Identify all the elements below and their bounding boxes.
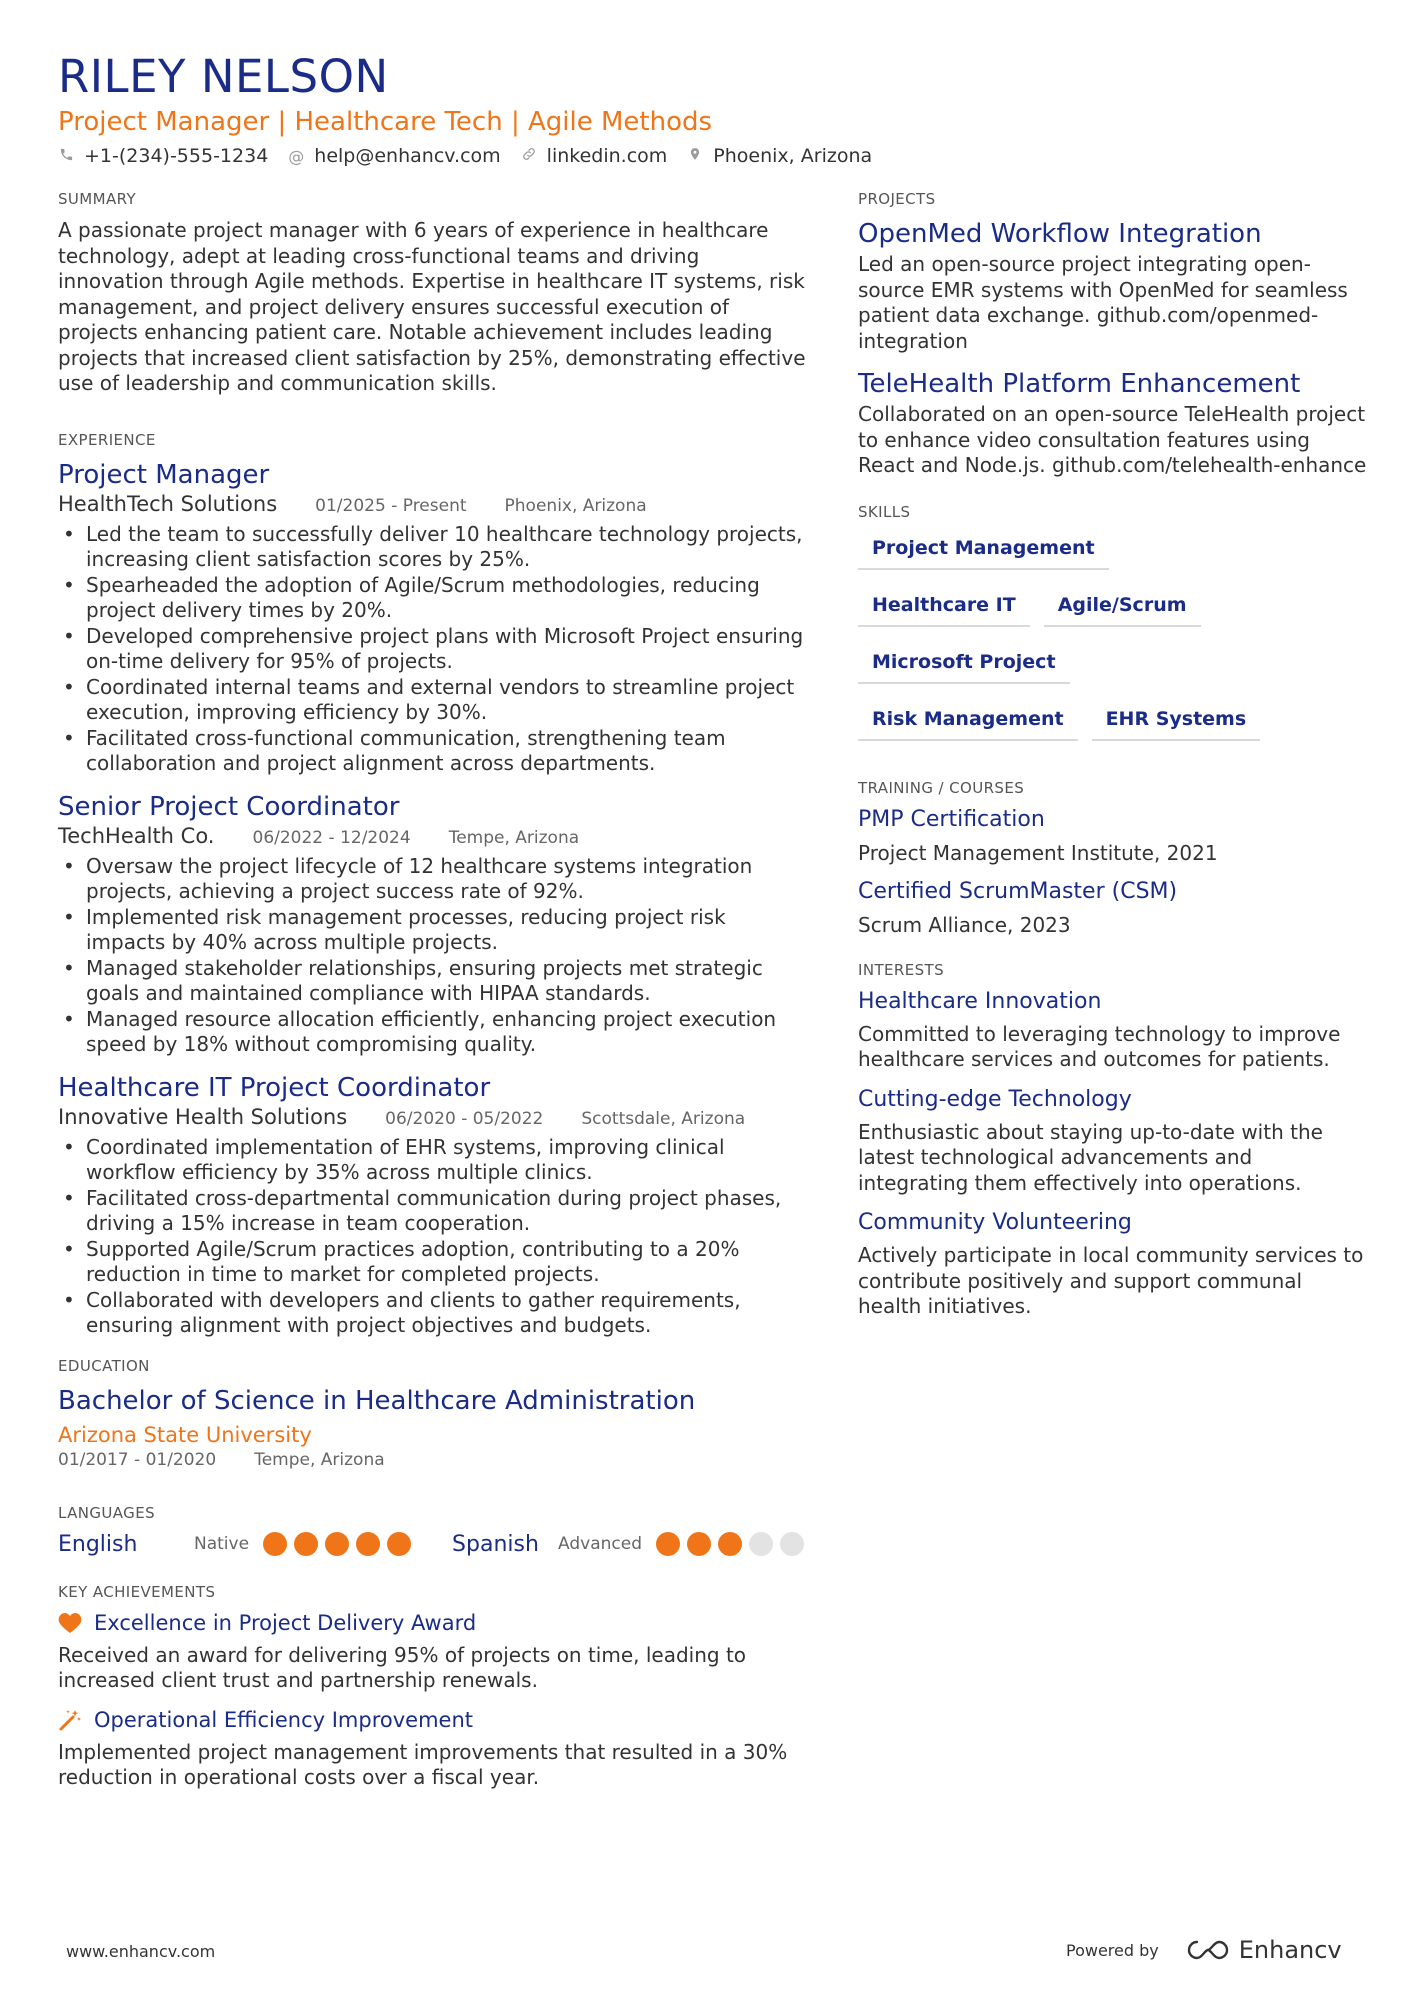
proficiency-dots [263,1532,418,1556]
skills-section [858,503,1368,759]
location-text: Phoenix, Arizona [713,145,873,167]
proficiency-dot-empty [780,1532,804,1556]
job-dates: 01/2025 - Present [315,495,467,516]
job-dates: 06/2022 - 12/2024 [252,827,411,848]
bullet-item: • Managed stakeholder relationships, ensuring projects met strategic goals and maintained compliance with HIPAA standards. [58,956,808,1007]
job-location: Phoenix, Arizona [504,495,647,516]
projects-heading: PROJECTS [858,190,936,208]
bullet-item: • Facilitated cross-functional communication, strengthening team collaboration and project alignment across departments. [58,726,808,777]
phone-text[interactable]: +1-(234)-555-1234 [84,145,269,167]
headline: Project Manager | Healthcare Tech | Agile Methods [58,107,713,137]
location-pin-icon [687,146,703,166]
job-location: Tempe, Arizona [448,827,580,848]
achievement-desc: Implemented project management improvements that resulted in a 30% reduction in operational costs over a fiscal year. [58,1739,788,1789]
bullet-item: • Spearheaded the adoption of Agile/Scrum methodologies, reducing project delivery times by 20%. [58,573,808,624]
skill-tag: Project Management [858,531,1109,570]
project-desc: Collaborated on an open-source TeleHealth project to enhance video consultation features using React and Node.js. github.com/telehealth-enhance [858,402,1367,477]
job-title: Project Manager [58,459,270,490]
job-meta [58,1105,808,1129]
email-text[interactable]: help@enhancv.com [314,145,501,167]
job-title: Healthcare IT Project Coordinator [58,1072,491,1103]
skill-tag: Agile/Scrum [1044,588,1201,627]
enhancv-logo-icon [1185,1938,1231,1962]
powered-by-text: Powered by [1066,1940,1159,1960]
bullet-item: • Managed resource allocation efficiently, enhancing project execution speed by 18% without compromising quality. [58,1007,808,1058]
project-desc: Led an open-source project integrating open-source EMR systems with OpenMed for seamless patient data exchange. github.com/openmed-integration [858,252,1348,353]
skill-list [858,531,1278,759]
proficiency-dot-filled [356,1532,380,1556]
job-meta [58,492,808,516]
job-entry [58,459,808,777]
right-column [858,190,1368,1354]
course-desc: Scrum Alliance, 2023 [858,912,1071,937]
course-desc: Project Management Institute, 2021 [858,840,1218,865]
job-bullets [58,1135,808,1339]
job-title: Senior Project Coordinator [58,791,400,822]
at-icon: @ [288,146,305,166]
summary-section [58,190,808,397]
language-name: English [58,1531,138,1557]
education-heading: EDUCATION [58,1356,150,1375]
job-company: HealthTech Solutions [58,491,278,516]
bullet-item: • Collaborated with developers and clients to gather requirements, ensuring alignment with project objectives and budgets. [58,1288,808,1339]
achievement-desc: Received an award for delivering 95% of projects on time, leading to increased client trust and partnership renewals. [58,1642,747,1692]
linkedin-text[interactable]: linkedin.com [546,145,668,167]
candidate-name: RILEY NELSON [58,50,389,103]
proficiency-dot-filled [718,1532,742,1556]
interest-title: Healthcare Innovation [858,988,1102,1014]
skill-tag: Microsoft Project [858,645,1070,684]
interests-section [858,961,1368,1320]
achievements-section [58,1583,808,1791]
course-item [858,807,1368,865]
experience-heading: EXPERIENCE [58,430,156,449]
project-title: TeleHealth Platform Enhancement [858,369,1301,399]
achievement-title: Excellence in Project Delivery Award [94,1610,477,1635]
contact-location [687,145,872,167]
interest-desc: Enthusiastic about staying up-to-date with the latest technological advancements and integrating them effectively into operations. [858,1119,1323,1195]
bullet-item: • Developed comprehensive project plans with Microsoft Project ensuring on-time delivery for 95% of projects. [58,624,808,675]
contact-linkedin [521,145,668,167]
achievements-heading: KEY ACHIEVEMENTS [58,1582,216,1601]
training-heading: TRAINING / COURSES [858,778,1025,797]
course-item [858,879,1368,937]
magic-wand-icon [58,1708,82,1732]
job-dates: 06/2020 - 05/2022 [385,1108,544,1129]
language-item [58,1532,418,1557]
projects-section [858,190,1368,479]
heart-icon [58,1611,82,1635]
language-level: Native [194,1534,250,1554]
contact-email [288,145,500,167]
job-bullets [58,854,808,1058]
achievement-header [58,1708,808,1732]
languages-section [58,1504,808,1557]
footer-website[interactable]: www.enhancv.com [66,1942,216,1961]
edu-location: Tempe, Arizona [254,1449,385,1470]
proficiency-dot-filled [294,1532,318,1556]
job-location: Scottsdale, Arizona [581,1108,746,1129]
brand-logo[interactable] [1185,1936,1342,1964]
contact-phone [58,145,268,167]
edu-school: Arizona State University [58,1422,312,1447]
job-company: Innovative Health Solutions [58,1104,348,1129]
edu-degree: Bachelor of Science in Healthcare Administration [58,1385,696,1416]
language-name: Spanish [452,1531,539,1557]
interest-item [858,989,1368,1073]
interest-title: Cutting-edge Technology [858,1086,1132,1112]
bullet-item: • Supported Agile/Scrum practices adoption, contributing to a 20% reduction in time to market for completed projects. [58,1237,808,1288]
experience-section [58,431,808,1339]
interest-title: Community Volunteering [858,1210,1132,1235]
link-icon [521,146,537,166]
bullet-item: • Facilitated cross-departmental communication during project phases, driving a 15% increase in team cooperation. [58,1186,808,1237]
proficiency-dot-filled [656,1532,680,1556]
bullet-item: • Led the team to successfully deliver 10 healthcare technology projects, increasing client satisfaction scores by 25%. [58,522,808,573]
proficiency-dots [656,1532,811,1556]
skills-heading: SKILLS [858,502,911,521]
skill-tag: EHR Systems [1092,702,1261,741]
language-level: Advanced [558,1534,643,1554]
phone-icon [58,147,74,166]
skill-tag: Risk Management [858,702,1078,741]
language-item [452,1532,811,1557]
language-list [58,1532,808,1557]
achievement-header [58,1611,808,1635]
left-column [58,190,808,1825]
interest-desc: Committed to leveraging technology to improve healthcare services and outcomes for patients. [858,1021,1341,1071]
contact-bar [58,145,892,167]
education-section [58,1357,808,1470]
project-item [858,368,1368,479]
brand-name: Enhancv [1238,1936,1342,1964]
achievement-title: Operational Efficiency Improvement [94,1707,473,1732]
skill-tag: Healthcare IT [858,588,1030,627]
interest-item [858,1087,1368,1197]
proficiency-dot-filled [387,1532,411,1556]
achievement-item [58,1708,808,1791]
summary-text: A passionate project manager with 6 years of experience in healthcare technology, adept at leading cross-functional teams and driving innovation through Agile methods. Expertise in healthcare IT systems, risk management, and project delivery ensures successful execution of projects enhancing patient care. Notable achievement includes leading projects that increased client satisfaction by 25%, demonstrating effective use of leadership and communication skills. [58,218,806,395]
training-section [858,779,1368,937]
proficiency-dot-empty [749,1532,773,1556]
proficiency-dot-filled [263,1532,287,1556]
project-title: OpenMed Workflow Integration [858,219,1262,249]
job-company: TechHealth Co. [58,823,215,848]
proficiency-dot-filled [325,1532,349,1556]
footer-branding [1066,1936,1342,1964]
summary-heading: SUMMARY [58,190,137,208]
project-item [858,218,1368,354]
bullet-item: • Coordinated internal teams and external vendors to streamline project execution, improving efficiency by 30%. [58,675,808,726]
bullet-item: • Implemented risk management processes, reducing project risk impacts by 40% across multiple projects. [58,905,808,956]
job-bullets [58,522,808,777]
job-entry [58,791,808,1058]
interest-item [858,1210,1368,1320]
bullet-item: • Coordinated implementation of EHR systems, improving clinical workflow efficiency by 35% across multiple clinics. [58,1135,808,1186]
edu-dates: 01/2017 - 01/2020 [58,1449,217,1470]
proficiency-dot-filled [687,1532,711,1556]
job-entry [58,1072,808,1339]
job-meta [58,824,808,848]
edu-meta [58,1450,808,1470]
achievement-item [58,1611,808,1694]
bullet-item: • Oversaw the project lifecycle of 12 healthcare systems integration projects, achieving a project success rate of 92%. [58,854,808,905]
interest-desc: Actively participate in local community services to contribute positively and support communal health initiatives. [858,1243,1364,1318]
languages-heading: LANGUAGES [58,1503,156,1522]
interests-heading: INTERESTS [858,960,944,979]
course-title: PMP Certification [858,806,1045,832]
course-title: Certified ScrumMaster (CSM) [858,878,1178,904]
